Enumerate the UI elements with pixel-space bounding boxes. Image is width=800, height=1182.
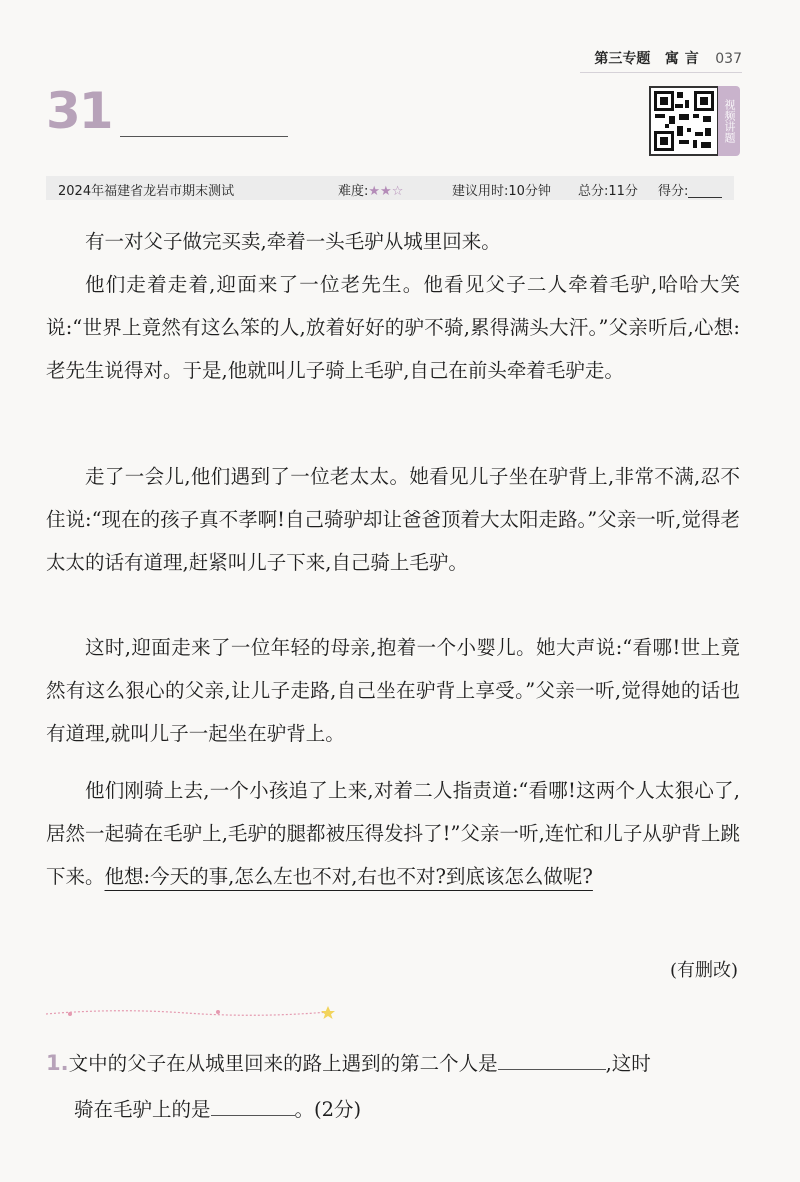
adaptation-note: (有删改) — [669, 960, 738, 981]
question-text-part4: 。(2分) — [294, 1098, 362, 1121]
header-rule — [580, 72, 742, 73]
topic-label: 第三专题 — [594, 51, 651, 67]
total-score: 总分:11分 — [578, 184, 638, 199]
difficulty — [338, 180, 403, 199]
star-icon — [321, 1006, 335, 1019]
score-blank[interactable] — [688, 185, 722, 198]
question-1 — [46, 1040, 740, 1133]
info-bar — [46, 176, 734, 200]
suggested-time: 建议用时:10分钟 — [452, 184, 551, 199]
question-line-2 — [46, 1087, 740, 1133]
question-text-part3: 骑在毛驴上的是 — [74, 1098, 211, 1121]
score-field — [658, 180, 722, 199]
question-text-part1: 文中的父子在从城里回来的路上遇到的第二个人是 — [68, 1052, 498, 1075]
paragraph-5-text: 他们刚骑上去,一个小孩追了上来,对着二人指责道:“看哪!这两个人太狠心了,居然一起骑在毛驴上,毛驴的腿都被压得发抖了!”父亲一听,连忙和儿子从驴背上跳下来。 — [46, 779, 740, 888]
difficulty-stars: ★★☆ — [368, 184, 404, 199]
video-explanation-tag[interactable]: 视频讲题 — [718, 86, 740, 156]
qr-code-icon[interactable] — [649, 86, 719, 156]
passage-paragraph-2: 他们走着走着,迎面来了一位老先生。他看见父子二人牵着毛驴,哈哈大笑说:“世界上竟然有这么笨的人,放着好好的驴不骑,累得满头大汗。”父亲听后,心想:老先生说得对。于是,他就叫儿子骑上毛驴,自己在前头牵着毛驴走。 — [46, 273, 740, 382]
lesson-number: 31 — [46, 82, 112, 140]
source-label: 2024年福建省龙岩市期末测试 — [58, 184, 235, 199]
score-label: 得分: — [658, 184, 689, 199]
genre-label: 寓言 — [664, 51, 705, 67]
passage-paragraph-3: 走了一会儿,他们遇到了一位老太太。她看见儿子坐在驴背上,非常不满,忍不住说:“现在的孩子真不孝啊!自己骑驴却让爸爸顶着大太阳走路。”父亲一听,觉得老太太的话有道理,赶紧叫儿子下来,自己骑上毛驴。 — [46, 465, 740, 574]
running-head — [594, 48, 742, 68]
answer-blank-1[interactable] — [498, 1051, 606, 1070]
divider-wave — [46, 1011, 328, 1016]
title-blank-line — [120, 136, 288, 137]
page-number: 037 — [715, 51, 742, 67]
decorative-divider — [46, 1000, 336, 1024]
passage-paragraph-1: 有一对父子做完买卖,牵着一头毛驴从城里回来。 — [85, 230, 501, 253]
answer-blank-2[interactable] — [211, 1097, 295, 1116]
question-number: 1. — [46, 1051, 69, 1075]
passage-paragraph-4: 这时,迎面走来了一位年轻的母亲,抱着一个小婴儿。她大声说:“看哪!世上竟然有这么狠心的父亲,让儿子走路,自己坐在驴背上享受。”父亲一听,觉得她的话也有道理,就叫儿子一起坐在驴背上。 — [46, 636, 740, 745]
underlined-sentence: 他想:今天的事,怎么左也不对,右也不对?到底该怎么做呢? — [104, 865, 593, 888]
question-text-part2: ,这时 — [605, 1052, 651, 1075]
difficulty-label: 难度: — [338, 184, 369, 199]
passage-paragraph-5 — [46, 769, 740, 898]
